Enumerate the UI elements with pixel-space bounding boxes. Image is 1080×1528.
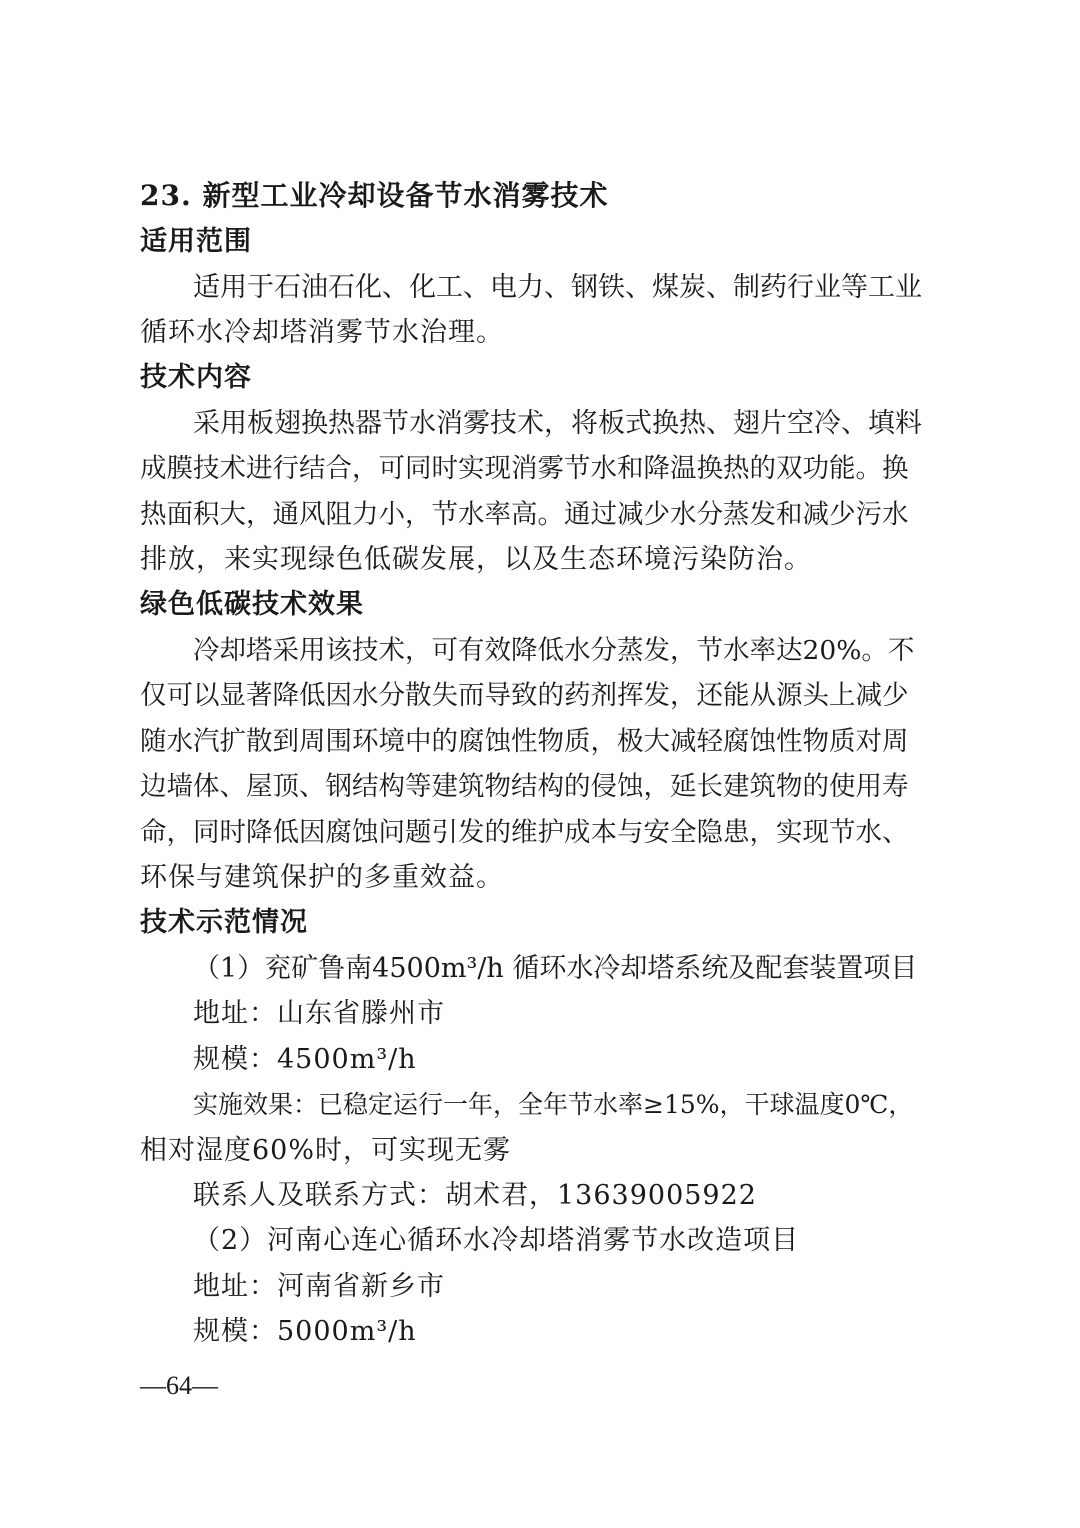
case1-result-line-1: 实施效果：已稳定运行一年，全年节水率≥15%，干球温度0℃， xyxy=(193,1090,914,1119)
case1-name: （1）兖矿鲁南4500m³/h 循环水冷却塔系统及配套装置项目 xyxy=(193,953,918,984)
content-line-2: 成膜技术进行结合，可同时实现消雾节水和降温换热的双功能。换 xyxy=(140,453,909,484)
case1-address: 地址：山东省滕州市 xyxy=(193,998,445,1029)
scope-line-1: 适用于石油石化、化工、电力、钢铁、煤炭、制药行业等工业 xyxy=(193,272,922,303)
case2-address: 地址：河南省新乡市 xyxy=(193,1271,445,1302)
demo-heading: 技术示范情况 xyxy=(140,907,308,938)
case1-scale: 规模：4500m³/h xyxy=(193,1044,417,1075)
effect-line-2: 仅可以显著降低因水分散失而导致的药剂挥发，还能从源头上减少 xyxy=(140,680,909,711)
case2-scale: 规模：5000m³/h xyxy=(193,1316,417,1347)
content-line-1: 采用板翅换热器节水消雾技术，将板式换热、翅片空冷、填料 xyxy=(193,408,922,439)
section-title: 23. 新型工业冷却设备节水消雾技术 xyxy=(140,179,609,212)
content-line-4: 排放，来实现绿色低碳发展，以及生态环境污染防治。 xyxy=(140,544,812,575)
case1-result-line-2: 相对湿度60%时，可实现无雾 xyxy=(140,1135,512,1166)
effect-line-4: 边墙体、屋顶、钢结构等建筑物结构的侵蚀，延长建筑物的使用寿 xyxy=(140,771,909,802)
scope-line-2: 循环水冷却塔消雾节水治理。 xyxy=(140,317,504,348)
effect-line-5: 命，同时降低因腐蚀问题引发的维护成本与安全隐患，实现节水、 xyxy=(140,817,909,848)
effect-line-3: 随水汽扩散到周围环境中的腐蚀性物质，极大减轻腐蚀性物质对周 xyxy=(140,726,909,757)
scope-heading: 适用范围 xyxy=(140,226,252,257)
effect-heading: 绿色低碳技术效果 xyxy=(140,589,364,620)
effect-line-1: 冷却塔采用该技术，可有效降低水分蒸发，节水率达20%。不 xyxy=(193,635,915,666)
case1-contact: 联系人及联系方式：胡术君，13639005922 xyxy=(193,1180,757,1211)
content-line-3: 热面积大，通风阻力小，节水率高。通过减少水分蒸发和减少污水 xyxy=(140,499,909,530)
content-heading: 技术内容 xyxy=(140,362,252,393)
case2-name: （2）河南心连心循环水冷却塔消雾节水改造项目 xyxy=(193,1225,800,1256)
effect-line-6: 环保与建筑保护的多重效益。 xyxy=(140,862,504,893)
page-number: —64— xyxy=(140,1371,218,1400)
